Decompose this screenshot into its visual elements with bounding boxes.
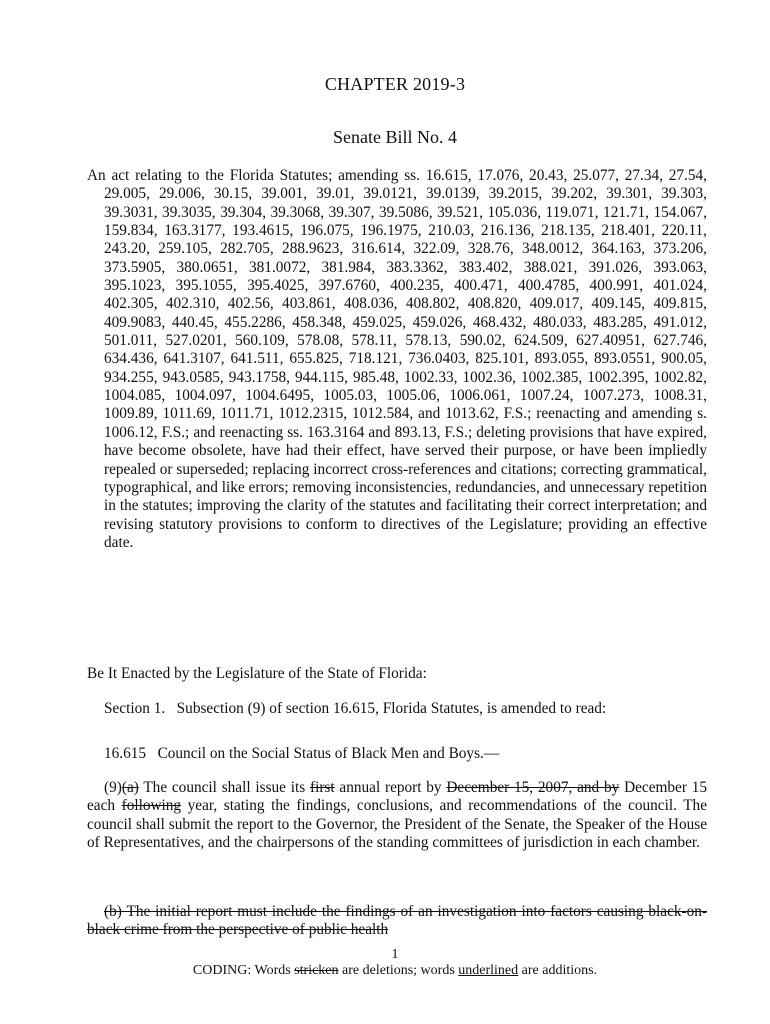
section-1-text: Subsection (9) of section 16.615, Florida Statutes, is amended to read: [176, 700, 607, 717]
coding-prefix: CODING: Words [192, 963, 295, 978]
deleted-text: following [121, 797, 182, 815]
paragraph-text: year, stating the findings, conclusions, and recommendations of the council. The council shall submit the report to the Governor, the President of the Senate, the Speaker of the House of Representatives, and the chairpersons of the standing committees of jurisdiction in each chamber. [87, 797, 707, 852]
deleted-text: (b) The initial report must include the findings of an investigation into factors causing black-on-black crime from the perspective of public health [87, 903, 707, 939]
paragraph-text: December 15 each [87, 779, 707, 815]
deleted-text: first [309, 779, 335, 796]
deleted-text: December 15, 2007, and by [446, 779, 620, 796]
coding-legend [0, 963, 770, 979]
coding-mid: are deletions; words [338, 963, 459, 978]
deleted-text: (a) [121, 779, 139, 796]
statute-number: 16.615 [104, 745, 147, 762]
bill-number: Senate Bill No. 4 [333, 127, 457, 147]
subsection-number: (9) [104, 779, 122, 796]
enacting-clause: Be It Enacted by the Legislature of the State of Florida: [87, 665, 427, 682]
chapter-heading: CHAPTER 2019-3 [324, 74, 466, 94]
statute-heading [87, 745, 707, 763]
section-1-label: Section 1. [104, 700, 166, 717]
statute-title: Council on the Social Status of Black Men and Boys.— [157, 745, 500, 762]
coding-stricken-example: stricken [294, 963, 339, 978]
paragraph-text: annual report by [334, 779, 447, 796]
section-1-paragraph [87, 700, 707, 718]
subsection-9-paragraph [87, 779, 707, 852]
act-title: An act relating to the Florida Statutes; amending ss. 16.615, 17.076, 20.43, 25.077, 27.34, 27.54, 29.005, 29.006, 30.15, 39.001, 39.01, 39.0121, 39.0139, 39.2015, 39.202, 39.301, 39.303, 39.3031, 39.3035, 39.304, 39.3068, 39.307, 39.5086, 39.521, 105.036, 119.071, 121.71, 154.067, 159.834, 163.3177, 193.4615, 196.075, 196.1975, 210.03, 216.136, 218.135, 218.401, 220.11, 243.20, 259.105, 282.705, 288.9623, 316.614, 322.09, 328.76, 348.0012, 364.163, 373.206, 373.5905, 380.0651, 381.0072, 381.984, 383.3362, 383.402, 388.021, 391.026, 393.063, 395.1023, 395.1055, 395.4025, 397.6760, 400.235, 400.471, 400.4785, 400.991, 401.024, 402.305, 402.310, 402.56, 403.861, 408.036, 408.802, 408.820, 409.017, 409.145, 409.815, 409.9083, 440.45, 455.2286, 458.348, 459.025, 459.026, 468.432, 480.033, 483.285, 491.012, 501.011, 527.0201, 560.109, 578.08, 578.11, 578.13, 590.02, 624.509, 627.40951, 627.746, 634.436, 641.3107, 641.511, 655.825, 718.121, 736.0403, 825.101, 893.055, 893.0551, 900.05, 934.255, 943.0585, 943.1758, 944.115, 985.48, 1002.33, 1002.36, 1002.385, 1002.395, 1002.82, 1004.085, 1004.097, 1004.6495, 1005.03, 1005.06, 1006.061, 1007.24, 1007.273, 1008.31, 1009.89, 1011.69, 1011.71, 1012.2315, 1012.584, and 1013.62, F.S.; reenacting and amending s. 1006.12, F.S.; and reenacting ss. 163.3164 and 893.13, F.S.; deleting provisions that have expired, have become obsolete, have had their effect, have served their purpose, or have been impliedly repealed or superseded; replacing incorrect cross-references and citations; correcting grammatical, typographical, and like errors; removing inconsistencies, redundancies, and unnecessary repetition in the statutes; improving the clarity of the statutes and facilitating their correct interpretation; and revising statutory provisions to conform to directives of the Legislature; providing an effective date. [87, 167, 707, 551]
page-number: 1 [391, 947, 399, 962]
paragraph-text: The council shall issue its [138, 779, 310, 796]
coding-underlined-example: underlined [458, 963, 519, 978]
subsection-b-paragraph [87, 903, 707, 940]
coding-suffix: are additions. [518, 963, 598, 978]
